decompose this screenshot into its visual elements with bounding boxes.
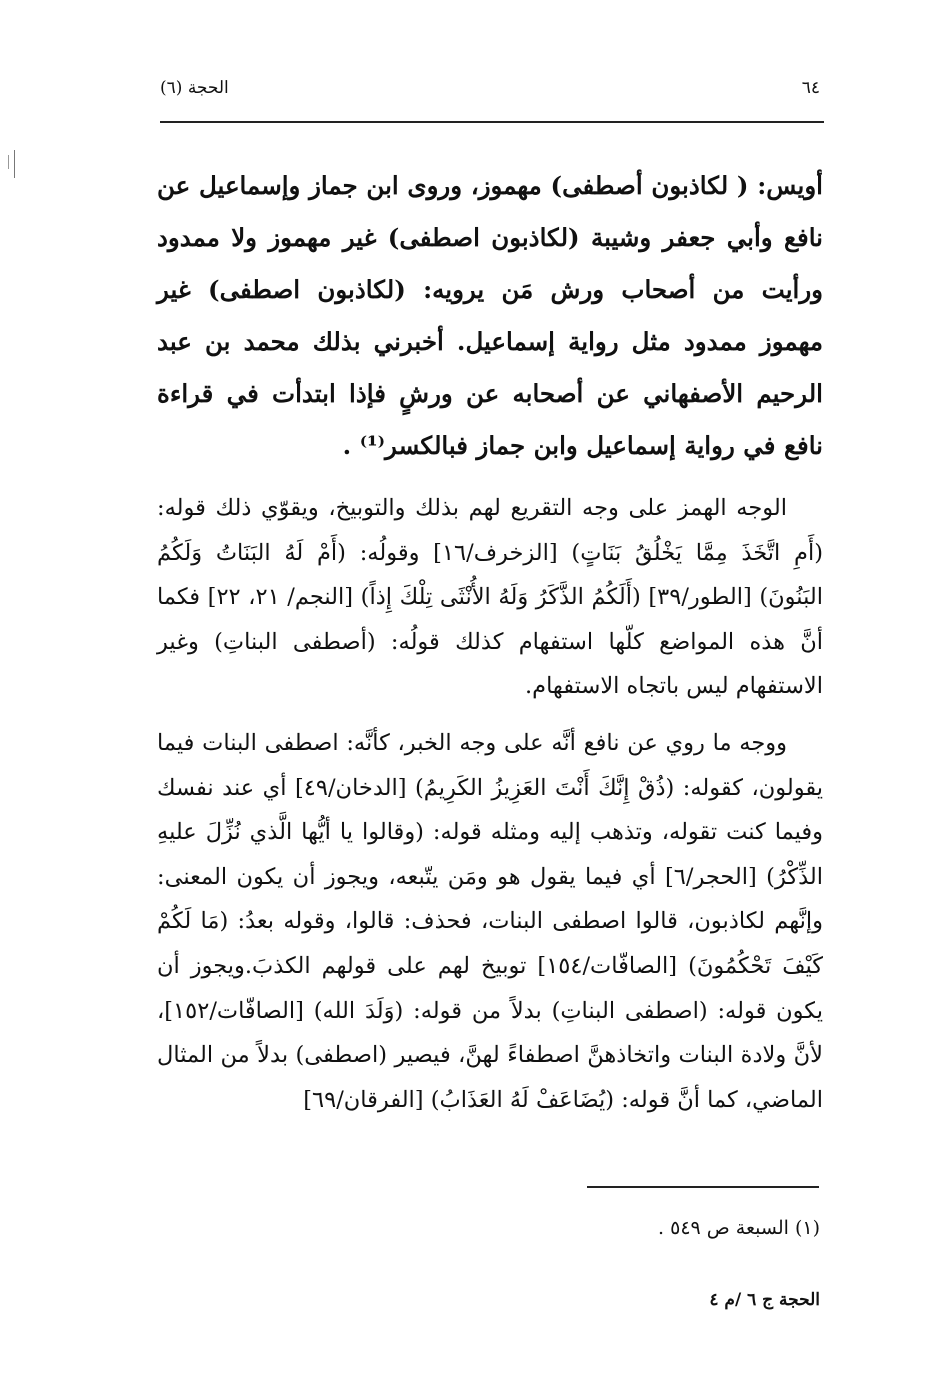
paragraph-quoted: أويس: ( لكاذبون أصطفى) مهموز، وروى ابن جماز وإسماعيل عن نافع وأبي جعفر وشيبة (لكاذبون اصطفى) غير مهموز ولا ممدود ورأيت من أصحاب ورش مَن يرويه: (لكاذبون اصطفى) غير مهموز ممدود مثل رواية إسماعيل. أخبرني بذلك محمد بن عبد الرحيم الأصفهاني عن أصحابه عن ورشٍ فإذا ابتدأت في قراءة نافع في رواية إسماعيل وابن جماز فبالكسر⁽¹⁾ . bbox=[157, 171, 823, 460]
margin-mark bbox=[14, 150, 15, 178]
running-title: الحجة (٦) bbox=[160, 78, 229, 98]
page-header bbox=[160, 78, 820, 104]
paragraph: ووجه ما روي عن نافع أنَّه على وجه الخبر، كأنَّه: اصطفى البنات فيما يقولون، كقوله: (ذُقْ إِنَّكَ أَنْتَ العَزِيزُ الكَرِيمُ) [الدخان/٤٩] أي عند نفسك وفيما كنت تقوله، وتذهب إليه ومثله قوله: (وقالوا يا أيُّها الَّذي نُزِّلَ عليهِ الذِّكْرُ) [الحجر/٦] أي فيما يقول هو ومَن يتّبعه، ويجوز أن يكون المعنى: وإنَّهم لكاذبون، قالوا اصطفى البنات، فحذف: قالوا، وقوله بعدُ: (مَا لَكُمْ كَيْفَ تَحْكُمُونَ) [الصافّات/١٥٤] توبيخ لهم على قولهم الكذبَ.ويجوز أن يكون قوله: (اصطفى البناتِ) بدلاً من قوله: (وَلَدَ الله) [الصافّات/١٥٢]، لأنَّ ولادة البنات واتخاذهنَّ اصطفاءً لهنَّ، فيصير (اصطفى) بدلاً من المثال الماضي، كما أنَّ قوله: (يُضَاعَفْ لَهُ العَذَابُ) [الفرقان/٦٩] bbox=[157, 729, 823, 1113]
header-divider bbox=[160, 121, 824, 123]
signature-mark: الحجة ج ٦ /م ٤ bbox=[709, 1290, 820, 1310]
footnote: (١) السبعة ص ٥٤٩ . bbox=[658, 1217, 820, 1239]
paragraph: الوجه الهمز على وجه التقريع لهم بذلك والتوبيخ، ويقوّي ذلك قوله: (أَمِ اتَّخَذَ مِمَّا يَخْلُقُ بَنَاتٍ) [الزخرف/١٦] وقولُه: (أَمْ لَهُ البَنَاتُ وَلَكُمُ البَنُونَ) [الطور/٣٩] (أَلَكُمُ الذَّكَرُ وَلَهُ الأُنْثَى تِلْكَ إِذاً) [النجم/ ٢١، ٢٢] فكما أنَّ هذه المواضع كلّها استفهام كذلك قولُه: (أصطفى البناتِ) وغير الاستفهام ليس باتجاه الاستفهام. bbox=[157, 495, 823, 700]
margin-mark bbox=[8, 155, 9, 169]
footnote-divider bbox=[587, 1186, 819, 1188]
page-number: ٦٤ bbox=[801, 78, 820, 98]
main-text bbox=[157, 160, 823, 1134]
